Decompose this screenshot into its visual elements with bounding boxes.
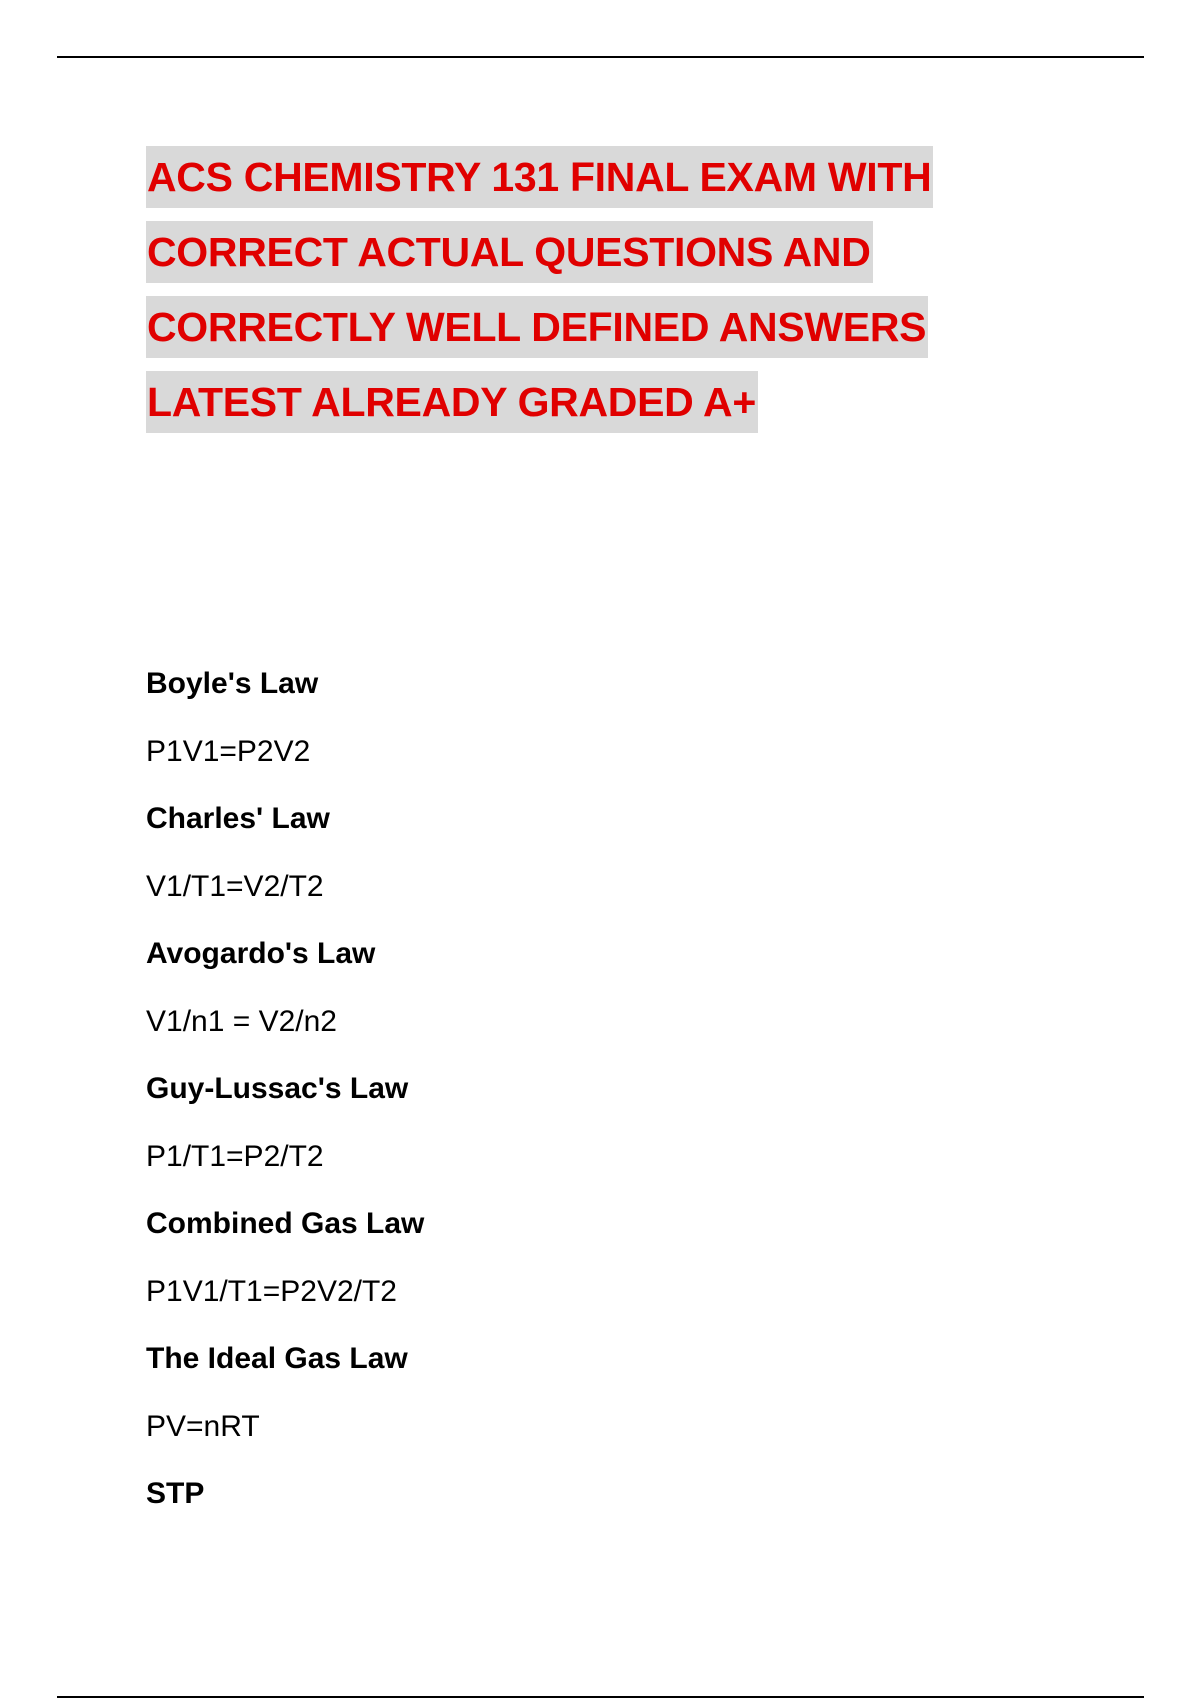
question-term: The Ideal Gas Law bbox=[146, 1342, 408, 1375]
title-line-4 bbox=[146, 371, 1146, 446]
document-title bbox=[146, 146, 1146, 446]
question-term: STP bbox=[146, 1477, 205, 1510]
answer-definition: PV=nRT bbox=[146, 1410, 260, 1443]
answer-definition: V1/T1=V2/T2 bbox=[146, 870, 324, 903]
qa-item-ideal-gas-law bbox=[146, 1335, 1146, 1470]
qa-item-combined-gas-law bbox=[146, 1200, 1146, 1335]
answer-definition: V1/n1 = V2/n2 bbox=[146, 1005, 337, 1038]
qa-item-charles-law bbox=[146, 795, 1146, 930]
question-term: Guy-Lussac's Law bbox=[146, 1072, 409, 1105]
header-rule bbox=[57, 56, 1144, 58]
question-term: Combined Gas Law bbox=[146, 1207, 425, 1240]
qa-list bbox=[146, 660, 1146, 1605]
qa-item-boyles-law bbox=[146, 660, 1146, 795]
question-term: Charles' Law bbox=[146, 802, 330, 835]
qa-item-stp bbox=[146, 1470, 1146, 1605]
title-line-1-text: ACS CHEMISTRY 131 FINAL EXAM WITH bbox=[146, 146, 933, 208]
qa-item-avogardos-law bbox=[146, 930, 1146, 1065]
title-line-3 bbox=[146, 296, 1146, 371]
title-line-2-text: CORRECT ACTUAL QUESTIONS AND bbox=[146, 221, 873, 283]
answer-definition: P1V1/T1=P2V2/T2 bbox=[146, 1275, 397, 1308]
title-line-2 bbox=[146, 221, 1146, 296]
qa-item-guy-lussacs-law bbox=[146, 1065, 1146, 1200]
answer-definition: P1/T1=P2/T2 bbox=[146, 1140, 324, 1173]
title-line-3-text: CORRECTLY WELL DEFINED ANSWERS bbox=[146, 296, 928, 358]
footer-rule bbox=[57, 1696, 1144, 1698]
question-term: Boyle's Law bbox=[146, 667, 319, 700]
answer-definition: P1V1=P2V2 bbox=[146, 735, 311, 768]
title-line-4-text: LATEST ALREADY GRADED A+ bbox=[146, 371, 758, 433]
question-term: Avogardo's Law bbox=[146, 937, 376, 970]
title-line-1 bbox=[146, 146, 1146, 221]
